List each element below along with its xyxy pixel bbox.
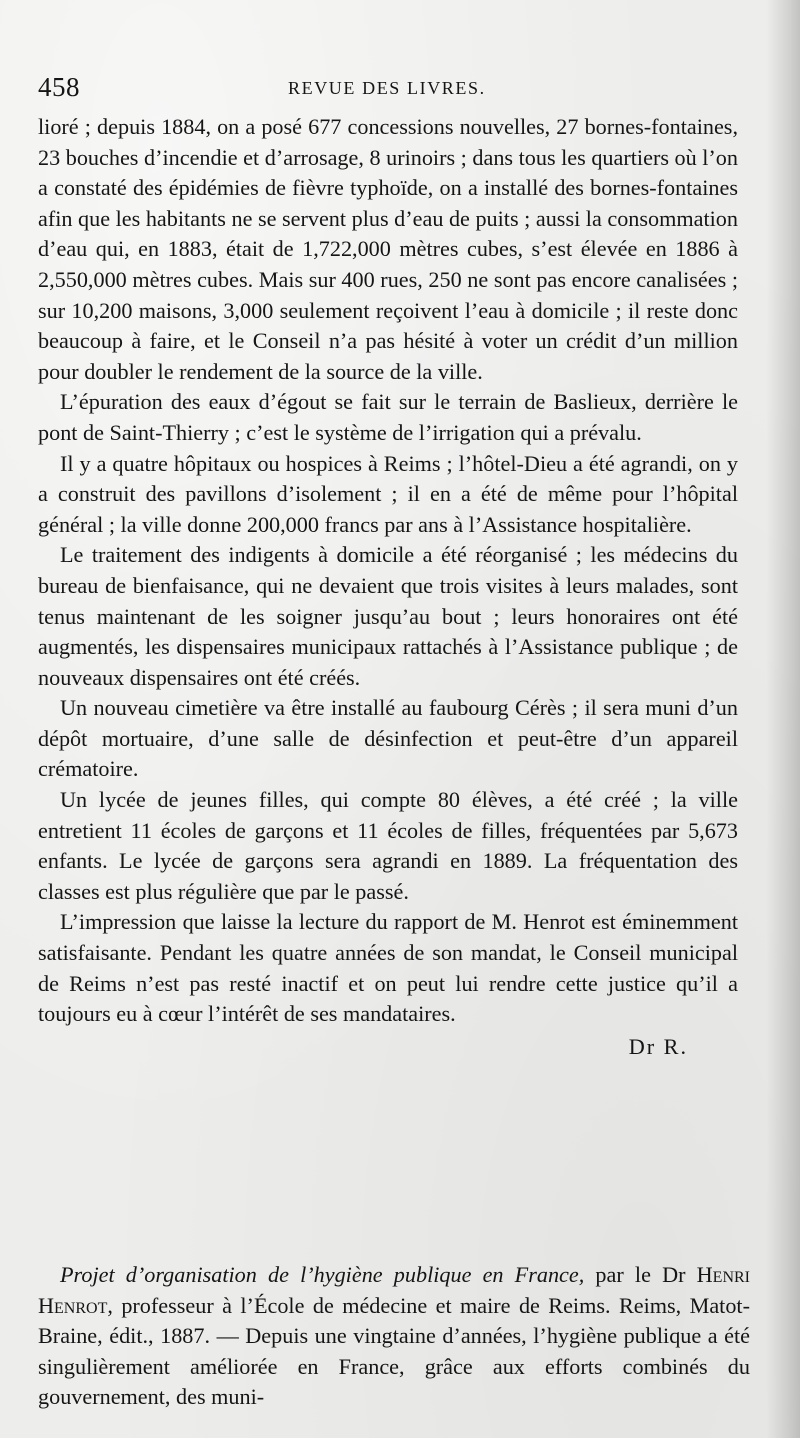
signature: Dr R. — [628, 1033, 688, 1059]
author-name: Henri Henrot, — [38, 1262, 750, 1318]
running-head: REVUE DES LIVRES. — [288, 78, 486, 98]
signature-line — [38, 1030, 738, 1061]
author-prefix: Dr — [662, 1262, 686, 1287]
page-gutter-shadow — [766, 0, 800, 1438]
paragraph-sewage: L’épuration des eaux d’égout se fait sur le terrain de Baslieux, derrière le pont de Saint-Thierry ; c’est le système de l’irrigation qui a prévalu. — [38, 389, 738, 445]
paragraph-cemetery: Un nouveau cimetière va être installé au faubourg Cérès ; il sera muni d’un dépôt mortuaire, d’une salle de désinfection et peut-être d’un appareil crématoire. — [38, 695, 738, 782]
paragraph-water-supply: lioré ; depuis 1884, on a posé 677 concessions nouvelles, 27 bornes-fontaines, 23 bouches d’incendie et d’arrosage, 8 urinoirs ; dans tous les quartiers où l’on a constaté des épidémies de fièvre typhoïde, on a installé des bornes-fontaines afin que les habitants ne se servent plus d’eau de puits ; aussi la consommation d’eau qui, en 1883, était de 1,722,000 mètres cubes, s’est élevée en 1886 à 2,550,000 mètres cubes. Mais sur 400 rues, 250 ne sont pas encore canalisées ; sur 10,200 maisons, 3,000 seulement reçoivent l’eau à domicile ; il reste donc beaucoup à faire, et le Conseil n’a pas hésité à voter un crédit d’un million pour doubler le rendement de la source de la ville. — [38, 114, 738, 384]
review-by: par le — [584, 1262, 663, 1287]
page-number: 458 — [38, 72, 80, 102]
paragraph-schools: Un lycée de jeunes filles, qui compte 80 élèves, a été créé ; la ville entretient 11 écoles de garçons et 11 écoles de filles, fréquentées par 5,673 enfants. Le lycée de garçons sera agrandi en 1889. La fréquentation des classes est plus régulière que par le passé. — [38, 787, 738, 904]
review-title: Projet d’organisation de l’hygiène publique en France, — [60, 1262, 585, 1287]
paragraph-indigent-care: Le traitement des indigents à domicile a été réorganisé ; les médecins du bureau de bienfaisance, qui ne devaient que trois visites à leurs malades, sont tenus maintenant de les soigner jusqu’au bout ; leurs honoraires ont été augmentés, les dispensaires municipaux rattachés à l’Assistance publique ; de nouveaux dispensaires ont été créés. — [38, 542, 738, 690]
review-paragraph — [38, 1260, 750, 1413]
book-review — [38, 1260, 750, 1413]
paragraph-conclusion: L’impression que laisse la lecture du rapport de M. Henrot est éminemment satisfaisante. Pendant les quatre années de son mandat, le Conseil municipal de Reims n’est pas resté inactif et on peut lui rendre cette justice qu’il a toujours eu à cœur l’intérêt de ses mandataires. — [38, 909, 738, 1027]
paragraph-hospitals: Il y a quatre hôpitaux ou hospices à Reims ; l’hôtel-Dieu a été agrandi, on y a construit des pavillons d’isolement ; il en a été de même pour l’hôpital général ; la ville donne 200,000 francs par ans à l’Assistance hospitalière. — [38, 450, 738, 537]
review-text: professeur à l’École de médecine et maire de Reims. Reims, Matot-Braine, édit., 1887. — Depuis une vingtaine d’années, l’hygiène publique a été singulièrement améliorée en France, grâce aux efforts combinés du gouvernement, des muni- — [38, 1292, 750, 1410]
page-header — [38, 70, 698, 104]
main-text — [38, 112, 738, 1060]
